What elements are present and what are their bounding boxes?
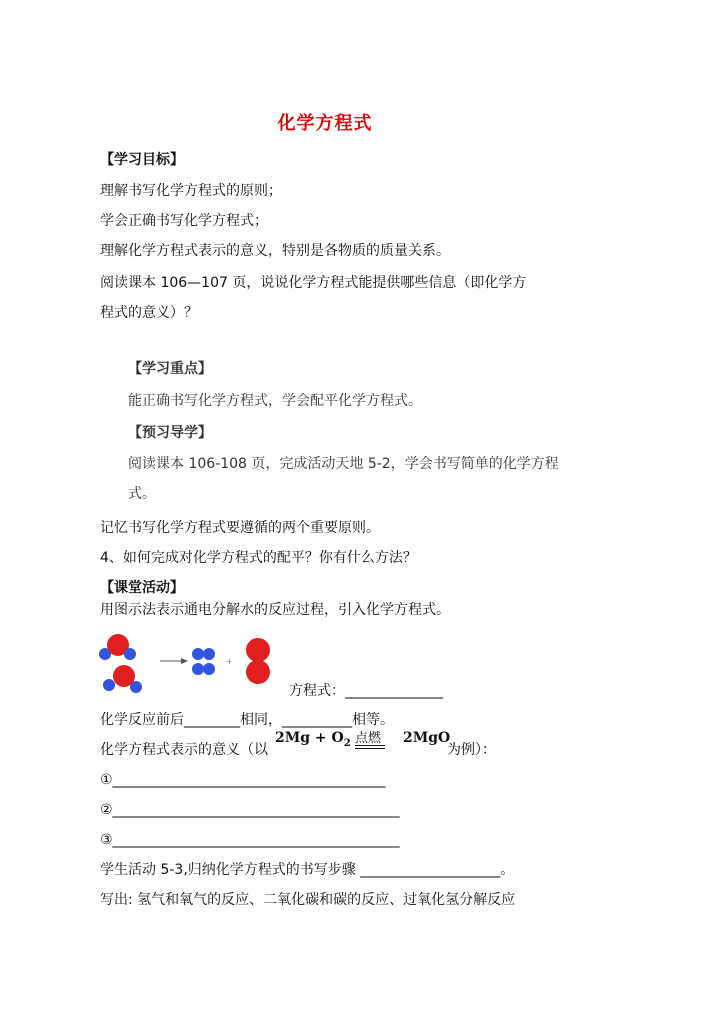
equals-sign: [355, 745, 385, 749]
hydrogen-molecule-icon: [192, 648, 215, 660]
meaning-blank-2: ②_________________________________________: [100, 802, 400, 818]
activity-intro: 用图示法表示通电分解水的反应过程，引入化学方程式。: [100, 602, 450, 618]
activity-heading: 【课堂活动】: [100, 580, 184, 596]
before-after-blank: 化学反应前后________相同，__________相等。: [100, 712, 394, 728]
preview-line-1: 阅读课本 106-108 页，完成活动天地 5-2，学会书写简单的化学方程: [128, 456, 559, 472]
objectives-heading: 【学习目标】: [100, 152, 184, 168]
equation-reactants: $2Mg + O_2$: [275, 730, 351, 749]
water-molecule-icon: [103, 665, 142, 693]
preview-heading: 【预习导学】: [128, 425, 212, 441]
reading-line-2: 程式的意义）？: [100, 305, 198, 321]
objective-item-1: 理解书写化学方程式的原则；: [100, 183, 282, 199]
meaning-blank-3: ③_________________________________________: [100, 832, 400, 848]
hydrogen-molecule-icon: [192, 663, 215, 675]
meaning-blank-1: ①_______________________________________: [100, 772, 386, 788]
arrow-icon: [160, 658, 188, 664]
oxygen-molecule-icon: [246, 638, 270, 684]
water-molecule-icon: [99, 634, 136, 660]
reaction-condition: 点燃: [355, 731, 382, 746]
key-points-text: 能正确书写化学方程式，学会配平化学方程式。: [128, 393, 422, 409]
meaning-suffix: 为例）：: [447, 742, 496, 758]
student-activity: 学生活动 5-3,归纳化学方程式的书写步骤 ____________________。: [100, 862, 515, 878]
objective-item-3: 理解化学方程式表示的意义，特别是各物质的质量关系。: [100, 243, 450, 259]
equation-blank: 方程式：______________: [289, 683, 443, 699]
water-electrolysis-diagram: [98, 630, 278, 700]
key-points-heading: 【学习重点】: [128, 361, 212, 377]
page-title: 化学方程式: [277, 113, 373, 134]
equation-product: 2MgO: [403, 730, 451, 746]
balance-question: 4、如何完成对化学方程式的配平？你有什么方法？: [100, 550, 417, 566]
svg-text:+: +: [226, 657, 233, 666]
principles-question: 记忆书写化学方程式要遵循的两个重要原则。: [100, 520, 380, 536]
write-out-task: 写出: 氢气和氧气的反应、二氧化碳和碳的反应、过氧化氢分解反应: [100, 892, 516, 908]
preview-line-2: 式。: [128, 486, 156, 502]
meaning-prefix: 化学方程式表示的意义（以: [100, 742, 268, 758]
objective-item-2: 学会正确书写化学方程式；: [100, 213, 268, 229]
reading-line-1: 阅读课本 106—107 页，说说化学方程式能提供哪些信息（即化学方: [100, 275, 527, 291]
